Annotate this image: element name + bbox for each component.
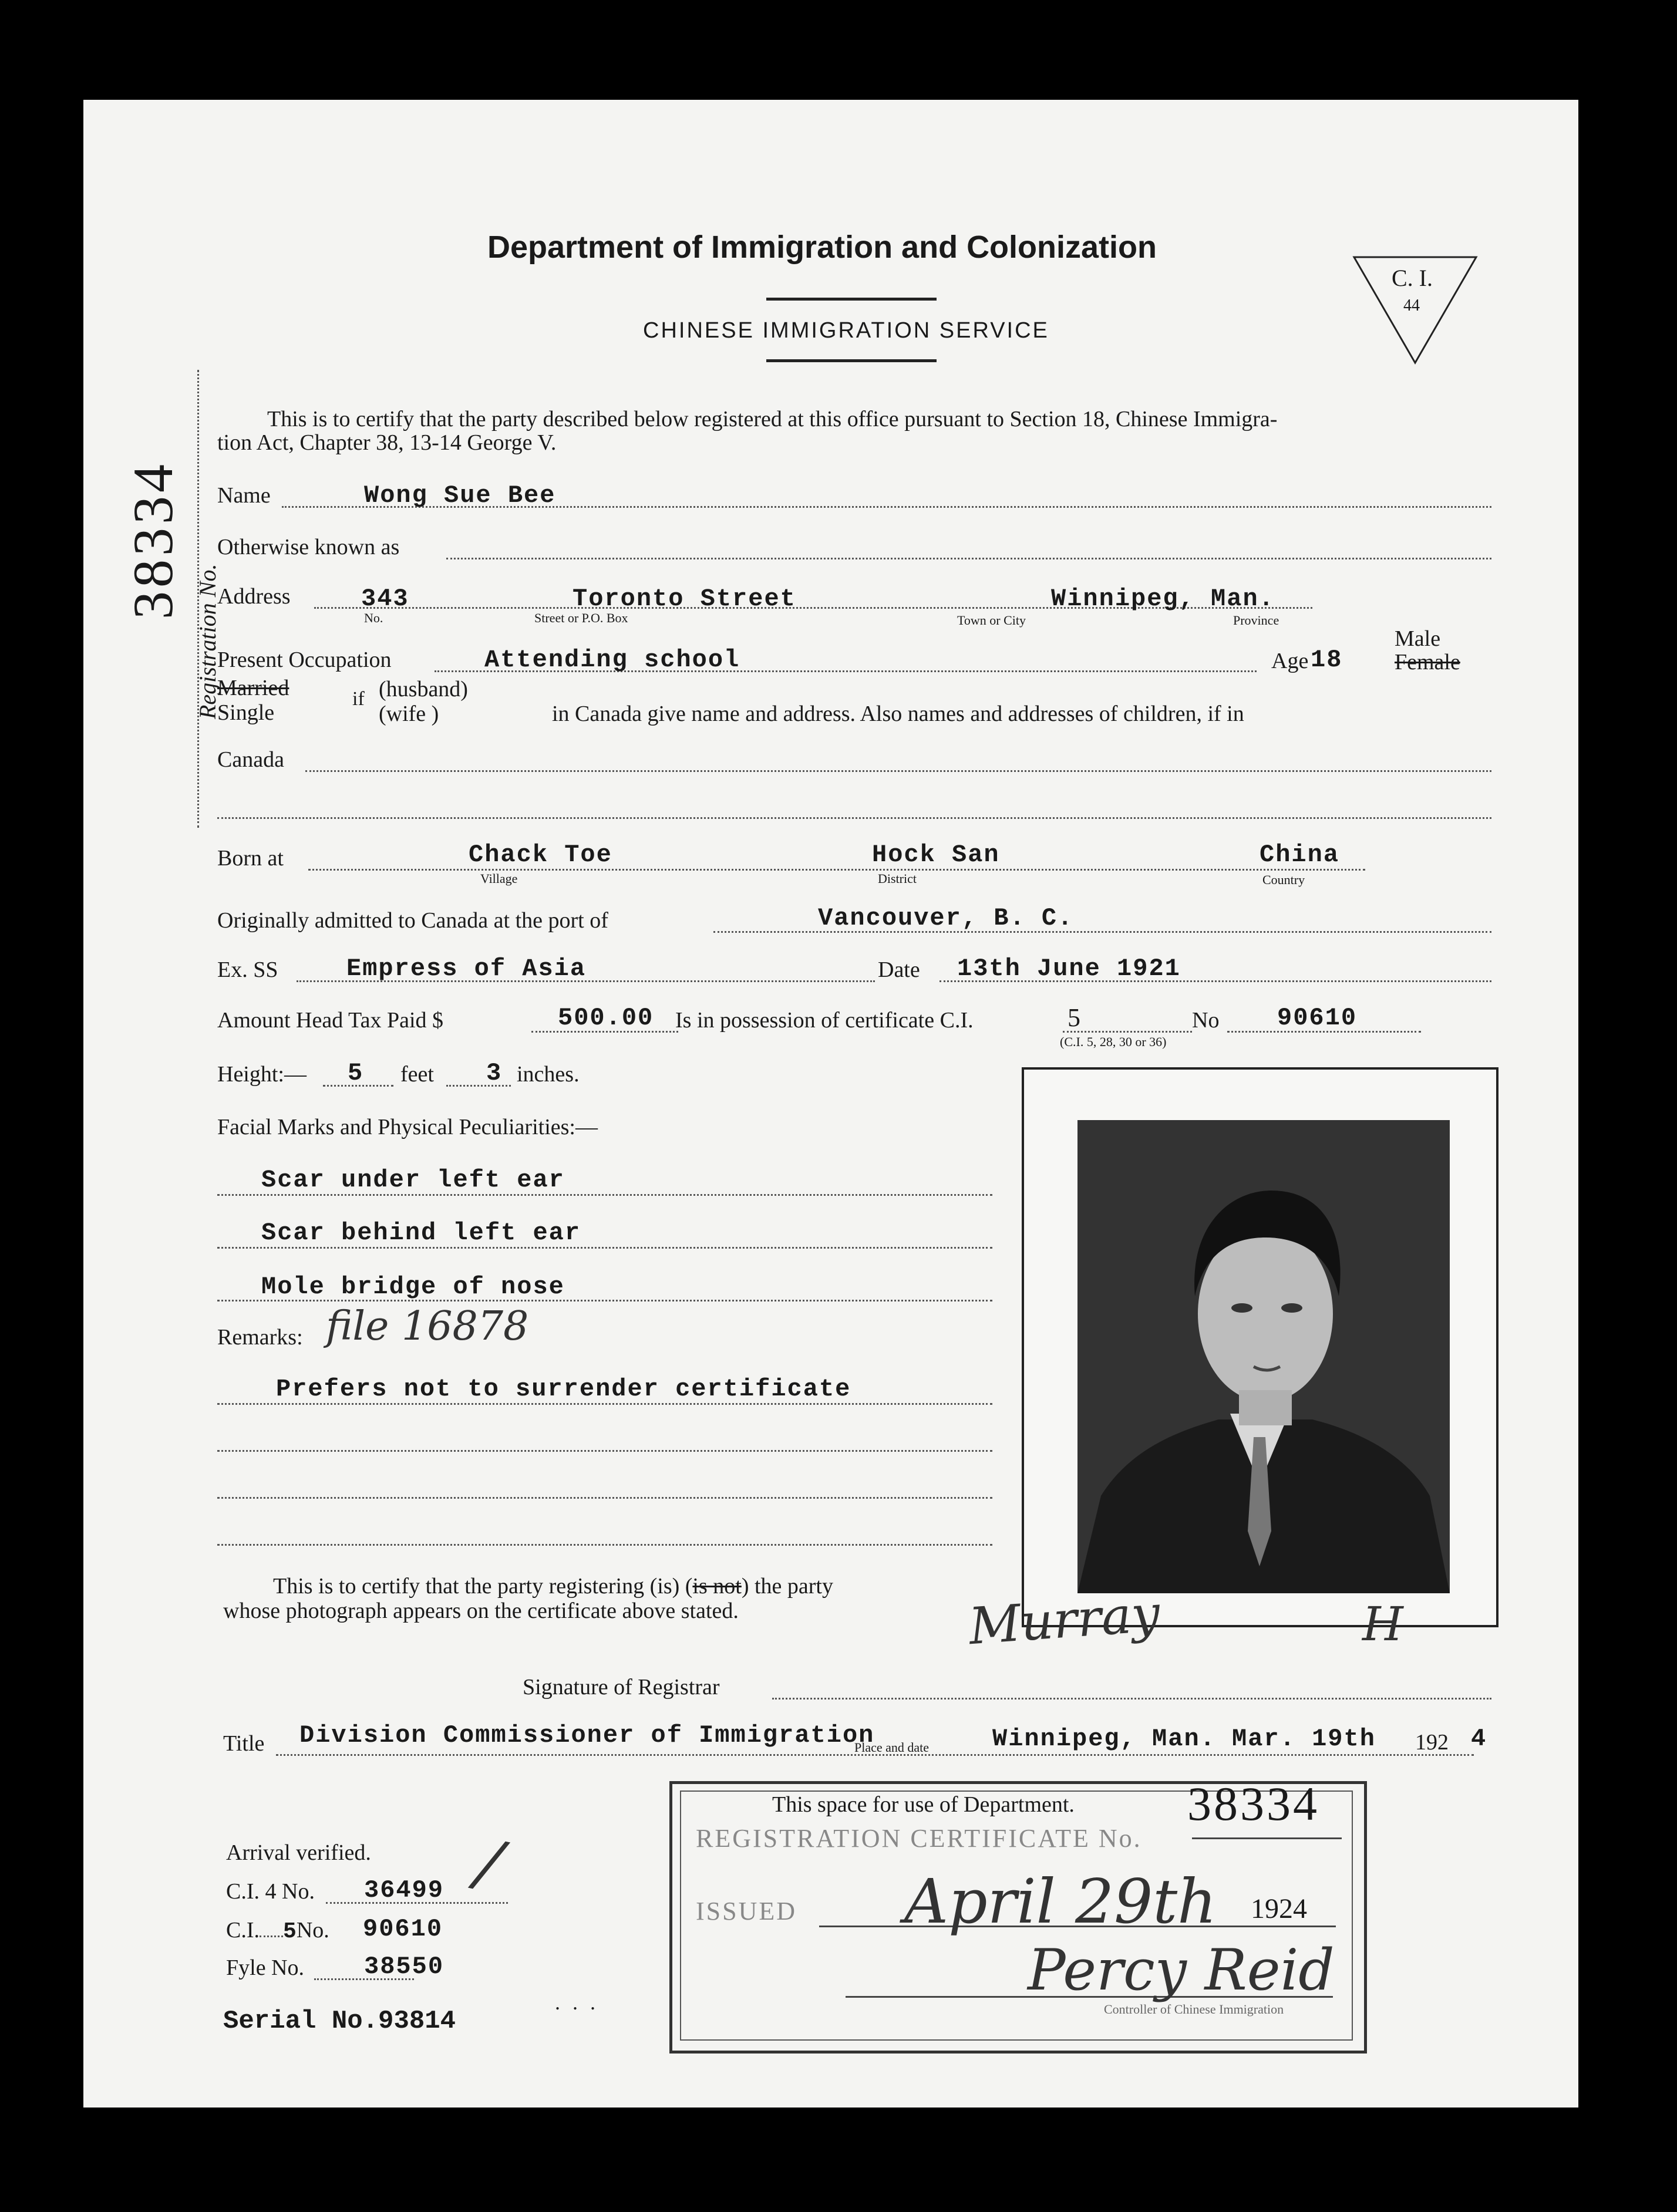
- ci-type-value: 5: [283, 1919, 297, 1944]
- village-caption: Village: [480, 871, 518, 886]
- born-at-line: [308, 869, 1365, 871]
- portrait-photo: [1077, 1120, 1450, 1593]
- arrival-date: 13th June 1921: [957, 955, 1181, 983]
- fyle-value: 38550: [364, 1953, 444, 1981]
- title-rule-bottom: [766, 359, 937, 362]
- ci4-value: 36499: [364, 1876, 444, 1904]
- date-label: Date: [878, 957, 920, 982]
- possession-label: Is in possession of certificate C.I.: [675, 1008, 974, 1033]
- reg-certificate-label: REGISTRATION CERTIFICATE No.: [696, 1824, 1142, 1853]
- place-date-caption: Place and date: [854, 1740, 930, 1755]
- registration-number: 38334: [122, 461, 184, 619]
- canada-line-2: [217, 817, 1491, 819]
- husband-label: (husband): [379, 677, 468, 702]
- cert-no-value: 90610: [1277, 1004, 1358, 1032]
- year-suffix: 4: [1471, 1725, 1487, 1753]
- born-country: China: [1260, 841, 1340, 869]
- certify-line-2: whose photograph appears on the certificate above stated.: [223, 1599, 739, 1623]
- mark3-value: Mole bridge of nose: [261, 1273, 565, 1301]
- department-box-heading: This space for use of Department.: [772, 1792, 1075, 1817]
- country-caption: Country: [1262, 872, 1305, 887]
- ci4-label: C.I. 4 No.: [226, 1879, 315, 1904]
- signature-label: Signature of Registrar: [523, 1675, 720, 1700]
- female-label: Female: [1395, 650, 1460, 675]
- height-feet: 5: [348, 1059, 364, 1087]
- port-value: Vancouver, B. C.: [818, 904, 1074, 932]
- remarks-typed: Prefers not to surrender certificate: [276, 1375, 851, 1403]
- verification-tick: /: [471, 1824, 508, 1903]
- name-value: Wong Sue Bee: [364, 481, 556, 510]
- ci-label: C.I. 5No.: [226, 1918, 329, 1944]
- place-date-value: Winnipeg, Man. Mar. 19th: [992, 1725, 1376, 1753]
- cert-ci-value: 5: [1068, 1003, 1080, 1032]
- ship-value: Empress of Asia: [346, 955, 587, 983]
- form-code: C. I.: [1392, 265, 1433, 291]
- inches-label: inches.: [517, 1062, 580, 1087]
- age-value: 18: [1311, 646, 1343, 674]
- canada-label: Canada: [217, 747, 284, 772]
- registrar-signature: Murray: [967, 1584, 1162, 1657]
- controller-caption: Controller of Chinese Immigration: [1104, 2002, 1284, 2017]
- facial-marks-label: Facial Marks and Physical Peculiarities:—: [217, 1115, 598, 1139]
- mark1-value: Scar under left ear: [261, 1166, 565, 1194]
- issued-label: ISSUED: [696, 1897, 797, 1926]
- certify-struck-text: is not: [692, 1574, 742, 1599]
- form-code-number: 44: [1403, 296, 1420, 315]
- address-town: Winnipeg, Man.: [1051, 585, 1275, 613]
- cert-no-label: No: [1192, 1008, 1220, 1033]
- signature-line: [772, 1698, 1491, 1700]
- arrival-verified-label: Arrival verified.: [226, 1840, 371, 1865]
- certify-line-1: This is to certify that the party registering (is) (is not) the party: [273, 1574, 833, 1599]
- registration-label: Registration No.: [194, 564, 221, 719]
- remarks-line-1: [217, 1403, 992, 1405]
- married-label: Married: [217, 676, 289, 700]
- address-town-caption: Town or City: [957, 613, 1026, 628]
- ci-value: 90610: [363, 1915, 443, 1943]
- male-label: Male: [1395, 626, 1441, 651]
- district-caption: District: [878, 871, 917, 886]
- remarks-line-2: [217, 1450, 992, 1452]
- address-no-caption: No.: [364, 611, 383, 625]
- head-tax-value: 500.00: [558, 1004, 654, 1032]
- cert-ci-line: [1063, 1031, 1192, 1033]
- title-rule-top: [766, 298, 937, 301]
- mark2-value: Scar behind left ear: [261, 1219, 581, 1247]
- department-title: Department of Immigration and Colonization: [487, 230, 1157, 265]
- remarks-line-3: [217, 1497, 992, 1499]
- occupation-value: Attending school: [484, 646, 740, 674]
- address-province-caption: Province: [1233, 613, 1279, 628]
- single-label: Single: [217, 700, 275, 725]
- feet-label: feet: [400, 1062, 434, 1087]
- issued-date: April 29th: [904, 1866, 1217, 1937]
- height-inches: 3: [486, 1059, 503, 1087]
- canada-line: [305, 770, 1491, 772]
- port-label: Originally admitted to Canada at the port of: [217, 908, 608, 933]
- intro-line-1: This is to certify that the party described below registered at this office pursuant to Section 18, Chinese Immigra-: [267, 407, 1278, 431]
- otherwise-known-line: [446, 558, 1491, 559]
- born-village: Chack Toe: [469, 841, 612, 869]
- address-label: Address: [217, 584, 291, 609]
- signature-flourish: H: [1362, 1597, 1403, 1651]
- ship-label: Ex. SS: [217, 957, 278, 982]
- name-label: Name: [217, 483, 271, 508]
- registration-dotted-line: [197, 370, 199, 828]
- mark2-line: [217, 1247, 992, 1249]
- if-label: if: [352, 688, 365, 710]
- department-box-number: 38334: [1187, 1777, 1319, 1830]
- remarks-label: Remarks:: [217, 1325, 303, 1350]
- age-label: Age: [1271, 649, 1309, 673]
- fyle-label: Fyle No.: [226, 1955, 304, 1980]
- address-number: 343: [361, 585, 409, 613]
- cert-types-caption: (C.I. 5, 28, 30 or 36): [1060, 1034, 1167, 1049]
- reg-certificate-line: [1192, 1837, 1342, 1839]
- born-at-label: Born at: [217, 846, 284, 871]
- title-label: Title: [223, 1731, 265, 1756]
- serial-number: Serial No.93814: [223, 2007, 456, 2036]
- service-subtitle: CHINESE IMMIGRATION SERVICE: [643, 318, 1049, 343]
- title-value: Division Commissioner of Immigration: [299, 1721, 875, 1749]
- mark1-line: [217, 1194, 992, 1196]
- head-tax-label: Amount Head Tax Paid $: [217, 1008, 444, 1033]
- born-district: Hock San: [872, 841, 1000, 869]
- controller-signature: Percy Reid: [1028, 1937, 1335, 2003]
- footer-dots: . . .: [555, 1991, 599, 2014]
- otherwise-known-label: Otherwise known as: [217, 535, 400, 559]
- remarks-line-4: [217, 1544, 992, 1546]
- year-prefix: 192: [1415, 1730, 1449, 1755]
- issued-year: 1924: [1251, 1893, 1307, 1924]
- height-label: Height:—: [217, 1062, 307, 1087]
- occupation-label: Present Occupation: [217, 648, 392, 672]
- wife-label: (wife ): [379, 702, 439, 726]
- remarks-handwritten: file 16878: [326, 1303, 529, 1350]
- intro-line-2: tion Act, Chapter 38, 13-14 George V.: [217, 430, 557, 455]
- address-street: Toronto Street: [573, 585, 796, 613]
- address-street-caption: Street or P.O. Box: [534, 611, 628, 625]
- spouse-instructions: in Canada give name and address. Also names and addresses of children, if in: [552, 702, 1244, 726]
